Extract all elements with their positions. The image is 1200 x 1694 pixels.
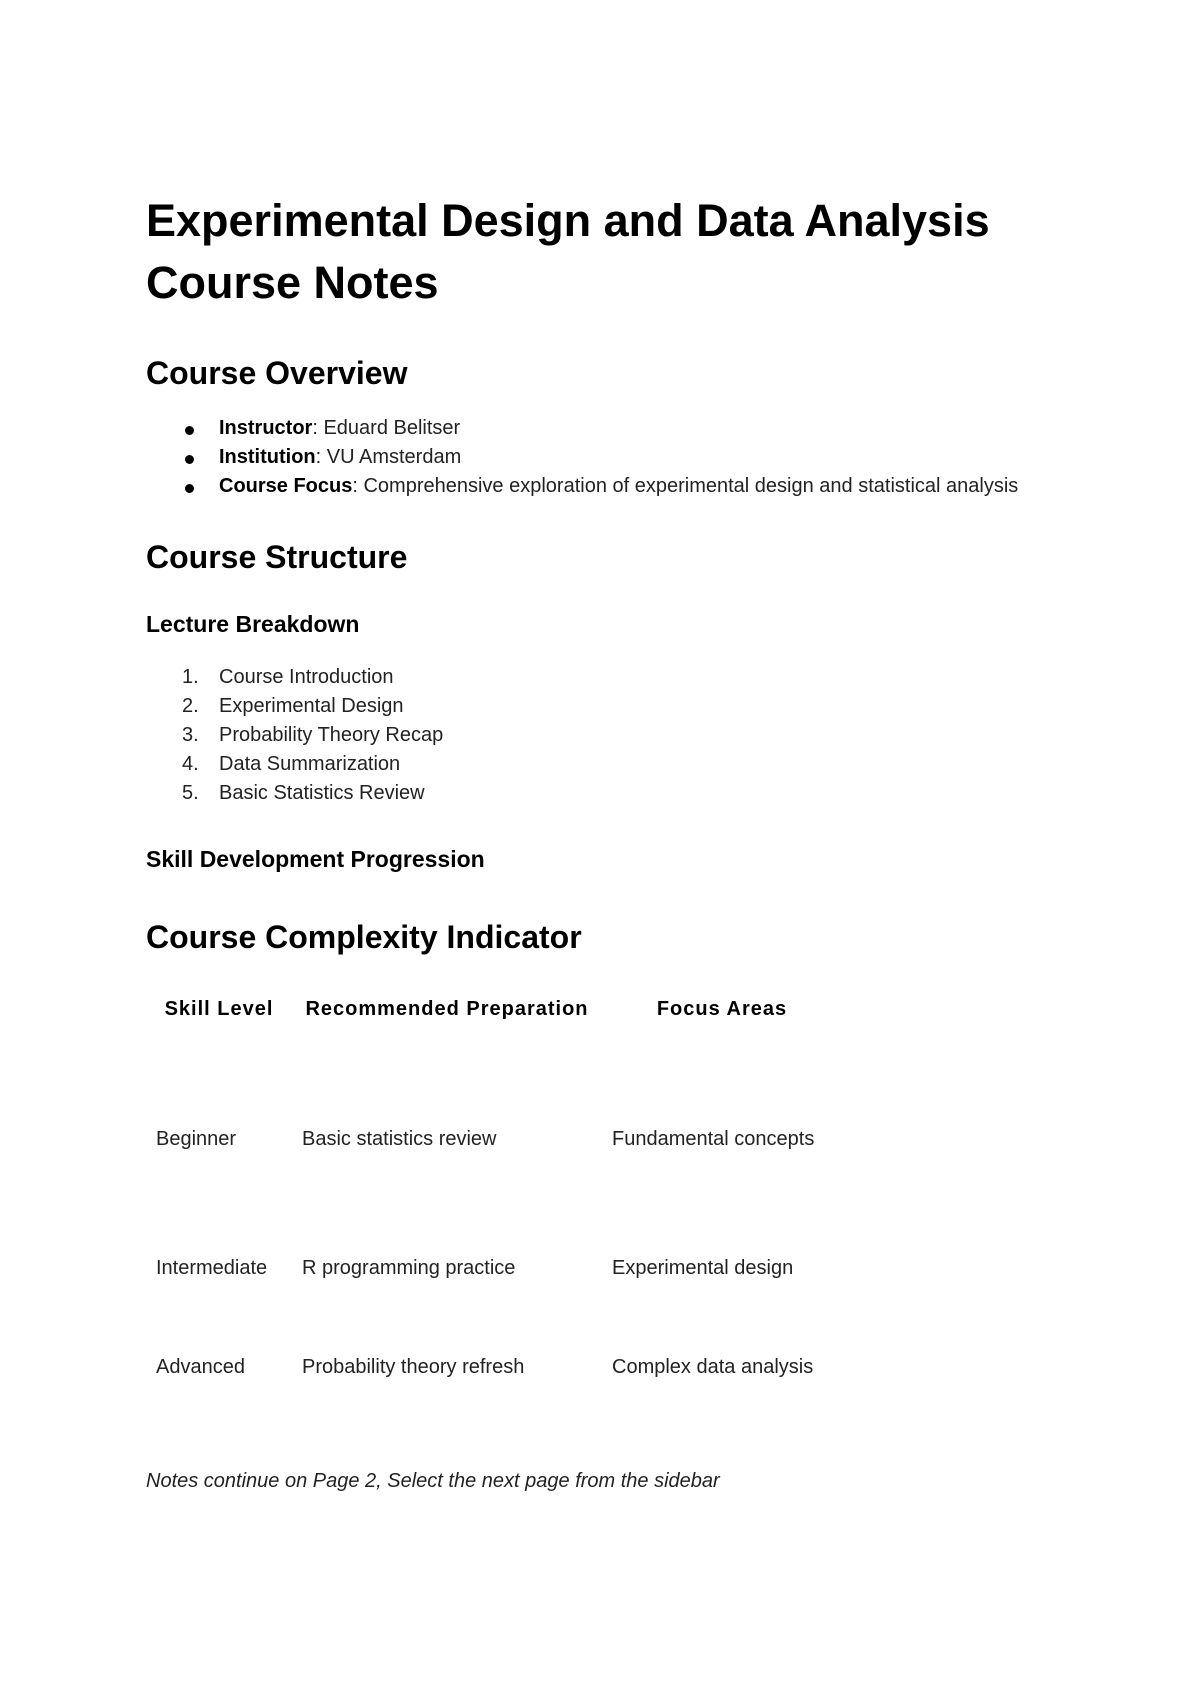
table-cell: Complex data analysis: [612, 1356, 814, 1378]
table-row: [146, 1352, 842, 1442]
list-item: [146, 414, 1056, 443]
table-row: [146, 1124, 842, 1253]
page-title-line-1: Experimental Design and Data Analysis: [146, 195, 990, 246]
overview-list: [146, 414, 1056, 501]
item-text: Experimental Design: [219, 695, 404, 717]
page-title-line-2: Course Notes: [146, 257, 439, 308]
column-header-recommended-preparation: Recommended Preparation: [305, 998, 589, 1020]
list-item: [146, 779, 1056, 808]
item-value: : Eduard Belitser: [312, 417, 461, 439]
table-cell: Fundamental concepts: [612, 1128, 815, 1150]
continuation-note: Notes continue on Page 2, Select the next page from the sidebar: [146, 1470, 720, 1492]
bullet-icon: [185, 455, 194, 464]
table-cell: Basic statistics review: [302, 1128, 497, 1150]
item-text: Basic Statistics Review: [219, 782, 425, 804]
table-cell: Advanced: [156, 1356, 245, 1378]
list-item: [146, 692, 1056, 721]
item-number: 3.: [182, 724, 199, 746]
table-cell: Experimental design: [612, 1257, 794, 1279]
complexity-table: [146, 995, 842, 1442]
list-item: [146, 663, 1056, 692]
list-item: [146, 443, 1056, 472]
table-header-row: [146, 995, 842, 1124]
item-number: 5.: [182, 782, 199, 804]
column-header-skill-level: Skill Level: [164, 998, 274, 1020]
table-cell: Probability theory refresh: [302, 1356, 525, 1378]
lecture-list: [146, 663, 1056, 808]
table-cell: Beginner: [156, 1128, 237, 1150]
list-item: [146, 721, 1056, 750]
item-label: Instructor: [219, 417, 313, 439]
lecture-breakdown-heading: Lecture Breakdown: [146, 611, 360, 637]
item-text: Data Summarization: [219, 753, 401, 775]
skill-development-heading: Skill Development Progression: [146, 846, 485, 872]
table-row: [146, 1253, 842, 1352]
bullet-icon: [185, 484, 194, 493]
item-value: : VU Amsterdam: [315, 446, 462, 468]
item-value: : Comprehensive exploration of experimental design and statistical analysis: [352, 475, 1019, 497]
list-item: [146, 750, 1056, 779]
course-overview-heading: Course Overview: [146, 355, 408, 391]
course-complexity-heading: Course Complexity Indicator: [146, 919, 582, 955]
course-structure-heading: Course Structure: [146, 539, 408, 575]
column-header-focus-areas: Focus Areas: [656, 998, 788, 1020]
item-number: 4.: [182, 753, 199, 775]
bullet-icon: [185, 426, 194, 435]
document-page: [146, 190, 1056, 1493]
item-label: Institution: [219, 446, 316, 468]
item-number: 1.: [182, 666, 199, 688]
item-label: Course Focus: [219, 475, 353, 497]
item-number: 2.: [182, 695, 199, 717]
page-title: [146, 190, 1056, 314]
item-text: Probability Theory Recap: [219, 724, 444, 746]
list-item: [146, 472, 1056, 501]
table-cell: Intermediate: [156, 1257, 268, 1279]
item-text: Course Introduction: [219, 666, 394, 688]
table-cell: R programming practice: [302, 1257, 516, 1279]
